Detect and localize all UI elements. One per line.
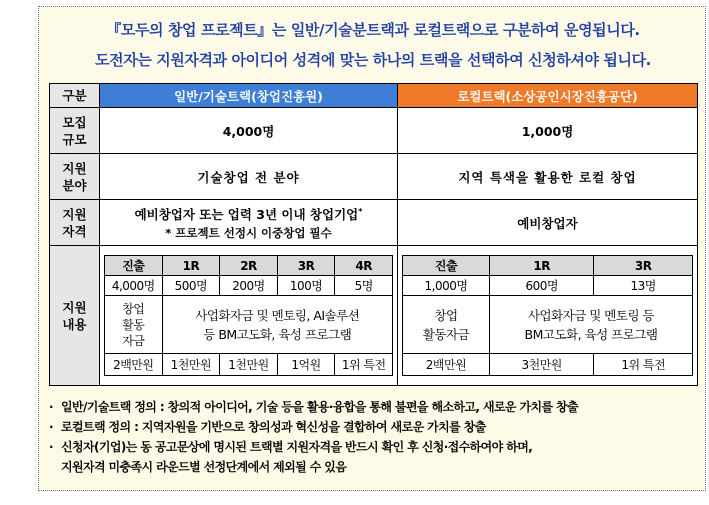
general-desc-rest: 사업화자금 및 멘토링, AI솔루션 등 BM고도화, 육성 프로그램 (162, 296, 392, 354)
general-amount-0: 2백만원 (105, 354, 163, 376)
general-support-header-row (105, 256, 393, 276)
general-eligibility-text: 예비창업자 또는 업력 3년 이내 창업기업 (134, 207, 359, 223)
general-eligibility (100, 200, 398, 246)
note-bullet: · (49, 420, 53, 434)
general-count-0: 4,000명 (105, 276, 163, 296)
local-support-cell (398, 246, 698, 386)
local-field: 지역 특색을 활용한 로컬 창업 (398, 154, 698, 200)
general-support-table (104, 255, 393, 376)
general-amount-3: 1억원 (277, 354, 335, 376)
note-item (49, 397, 699, 417)
local-stage-0: 진출 (403, 256, 490, 276)
row-support-field (50, 154, 698, 200)
local-desc-rest: 사업화자금 및 멘토링 등 BM고도화, 육성 프로그램 (490, 296, 693, 354)
note-bullet: · (49, 400, 53, 414)
header-general-track: 일반/기술트랙(창업진흥원) (100, 84, 398, 108)
table-header-row (50, 84, 698, 108)
note-continuation: 지원자격 미충족시 라운드별 선정단계에서 제외될 수 있음 (61, 460, 347, 474)
local-support-header-row (403, 256, 693, 276)
general-field: 기술창업 전 분야 (100, 154, 398, 200)
note-item (49, 437, 699, 457)
general-amount-4: 1위 특전 (335, 354, 393, 376)
general-scale: 4,000명 (100, 108, 398, 154)
note-bullet: · (49, 440, 53, 454)
local-amount-0: 2백만원 (403, 354, 490, 376)
eligibility-asterisk: * (358, 206, 363, 216)
general-count-1: 500명 (162, 276, 220, 296)
row-support-content (50, 246, 698, 386)
general-count-3: 100명 (277, 276, 335, 296)
label-eligibility: 지원 자격 (50, 200, 100, 246)
note-local-definition: 로컬트랙 정의 : 지역자원을 기반으로 창의성과 혁신성을 결합하여 새로운 가치를 창출 (61, 420, 486, 434)
local-count-1: 600명 (490, 276, 594, 296)
local-count-0: 1,000명 (403, 276, 490, 296)
local-scale: 1,000명 (398, 108, 698, 154)
general-desc-row (105, 296, 393, 354)
local-desc-first: 창업 활동자금 (403, 296, 490, 354)
general-count-row (105, 276, 393, 296)
header-local-track: 로컬트랙(소상공인시장진흥공단) (398, 84, 698, 108)
general-support-cell (100, 246, 398, 386)
local-eligibility: 예비창업자 (398, 200, 698, 246)
general-count-4: 5명 (335, 276, 393, 296)
header-category: 구분 (50, 84, 100, 108)
note-item (49, 417, 699, 437)
general-stage-3: 3R (277, 256, 335, 276)
local-amount-2: 1위 특전 (594, 354, 693, 376)
label-support-content: 지원 내용 (50, 246, 100, 386)
info-box (38, 6, 706, 491)
intro-line-1: 『모두의 창업 프로젝트』는 일반/기술분트랙과 로컬트랙으로 구분하여 운영됩니다. (106, 21, 640, 39)
general-stage-2: 2R (220, 256, 278, 276)
track-table (49, 83, 698, 386)
row-eligibility (50, 200, 698, 246)
note-general-definition: 일반/기술트랙 정의 : 창의적 아이디어, 기술 등을 활용·융합을 통해 불편을 해소하고, 새로운 가치를 창출 (61, 400, 579, 414)
local-stage-2: 3R (594, 256, 693, 276)
general-stage-4: 4R (335, 256, 393, 276)
local-count-2: 13명 (594, 276, 693, 296)
local-stage-1: 1R (490, 256, 594, 276)
general-amount-2: 1천만원 (220, 354, 278, 376)
local-amount-row (403, 354, 693, 376)
general-amount-1: 1천만원 (162, 354, 220, 376)
label-recruit-scale: 모집 규모 (50, 108, 100, 154)
general-eligibility-note: * 프로젝트 선정시 이중창업 필수 (165, 226, 332, 241)
label-support-field: 지원 분야 (50, 154, 100, 200)
general-stage-1: 1R (162, 256, 220, 276)
notes-list (49, 397, 699, 477)
local-support-table (402, 255, 693, 376)
general-stage-0: 진출 (105, 256, 163, 276)
local-amount-1: 3천만원 (490, 354, 594, 376)
note-applicant-check: 신청자(기업)는 동 공고문상에 명시된 트랙별 지원자격을 반드시 확인 후 신청·접수하여야 하며, (61, 440, 533, 454)
local-desc-row (403, 296, 693, 354)
general-count-2: 200명 (220, 276, 278, 296)
intro-line-2: 도전자는 지원자격과 아이디어 성격에 맞는 하나의 트랙을 선택하여 신청하셔야 됩니다. (95, 51, 651, 69)
general-desc-first: 창업 활동 자금 (105, 296, 163, 354)
general-amount-row (105, 354, 393, 376)
local-count-row (403, 276, 693, 296)
row-recruit-scale (50, 108, 698, 154)
